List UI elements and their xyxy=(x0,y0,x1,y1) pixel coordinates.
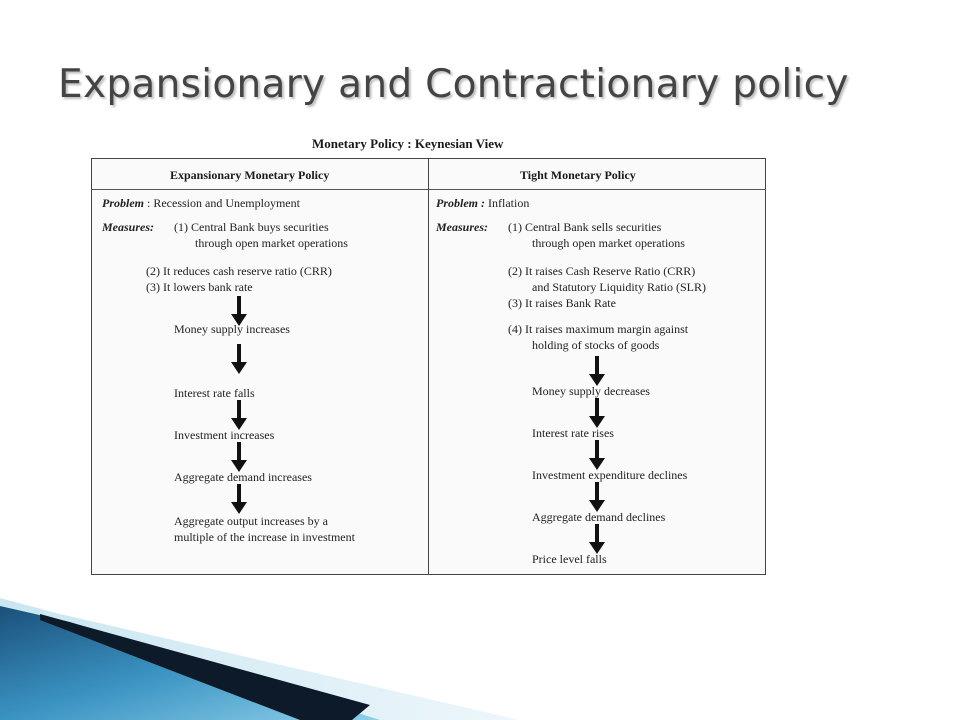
right-column-heading: Tight Monetary Policy xyxy=(520,168,636,182)
left-problem-text: : Recession and Unemployment xyxy=(147,196,300,210)
left-measure-2: (2) It reduces cash reserve ratio (CRR) xyxy=(146,264,332,278)
dark-stripe-shape xyxy=(40,614,370,720)
blue-wedge-shape xyxy=(0,606,380,720)
right-problem-label: Problem : xyxy=(436,196,485,210)
left-measure-1-cont: through open market operations xyxy=(195,236,348,250)
column-divider xyxy=(428,158,429,575)
left-problem-label: Problem xyxy=(102,196,144,210)
right-measure-2-cont: and Statutory Liquidity Ratio (SLR) xyxy=(532,280,706,294)
right-measures-label: Measures: xyxy=(436,220,489,234)
right-problem-row xyxy=(436,196,529,211)
down-arrow-icon xyxy=(588,440,606,470)
down-arrow-icon xyxy=(230,344,248,374)
right-chain-step: Interest rate rises xyxy=(532,426,614,440)
right-chain-step: Aggregate demand declines xyxy=(532,510,666,524)
left-header-rule xyxy=(91,189,428,190)
left-column-heading: Expansionary Monetary Policy xyxy=(170,168,330,182)
left-chain-step: Interest rate falls xyxy=(174,386,255,400)
right-header-rule xyxy=(429,189,766,190)
right-measure-1-cont: through open market operations xyxy=(532,236,685,250)
down-arrow-icon xyxy=(588,398,606,428)
down-arrow-icon xyxy=(588,356,606,386)
right-measure-2: (2) It raises Cash Reserve Ratio (CRR) xyxy=(508,264,696,278)
left-problem-row xyxy=(102,196,300,211)
right-problem-text: Inflation xyxy=(488,196,530,210)
left-chain-step: Aggregate output increases by a xyxy=(174,514,328,528)
left-measure-1: (1) Central Bank buys securities xyxy=(174,220,329,234)
left-measure-3: (3) It lowers bank rate xyxy=(146,280,253,294)
left-chain-step-cont: multiple of the increase in investment xyxy=(174,530,355,544)
down-arrow-icon xyxy=(230,484,248,514)
down-arrow-icon xyxy=(230,400,248,430)
down-arrow-icon xyxy=(588,524,606,554)
right-measure-1: (1) Central Bank sells securities xyxy=(508,220,662,234)
left-measures-label: Measures: xyxy=(102,220,155,234)
down-arrow-icon xyxy=(230,442,248,472)
right-measure-4-cont: holding of stocks of goods xyxy=(532,338,660,352)
right-chain-step: Investment expenditure declines xyxy=(532,468,688,482)
left-chain-step: Investment increases xyxy=(174,428,275,442)
left-chain-step: Aggregate demand increases xyxy=(174,470,312,484)
left-chain-step: Money supply increases xyxy=(174,322,290,336)
right-chain-step: Price level falls xyxy=(532,552,607,566)
pale-band-shape xyxy=(0,598,520,720)
right-measure-4: (4) It raises maximum margin against xyxy=(508,322,689,336)
slide-title: Expansionary and Contractionary policy xyxy=(58,62,849,107)
right-chain-step: Money supply decreases xyxy=(532,384,650,398)
down-arrow-icon xyxy=(588,482,606,512)
figure-caption: Monetary Policy : Keynesian View xyxy=(312,136,504,151)
right-measure-3: (3) It raises Bank Rate xyxy=(508,296,616,310)
